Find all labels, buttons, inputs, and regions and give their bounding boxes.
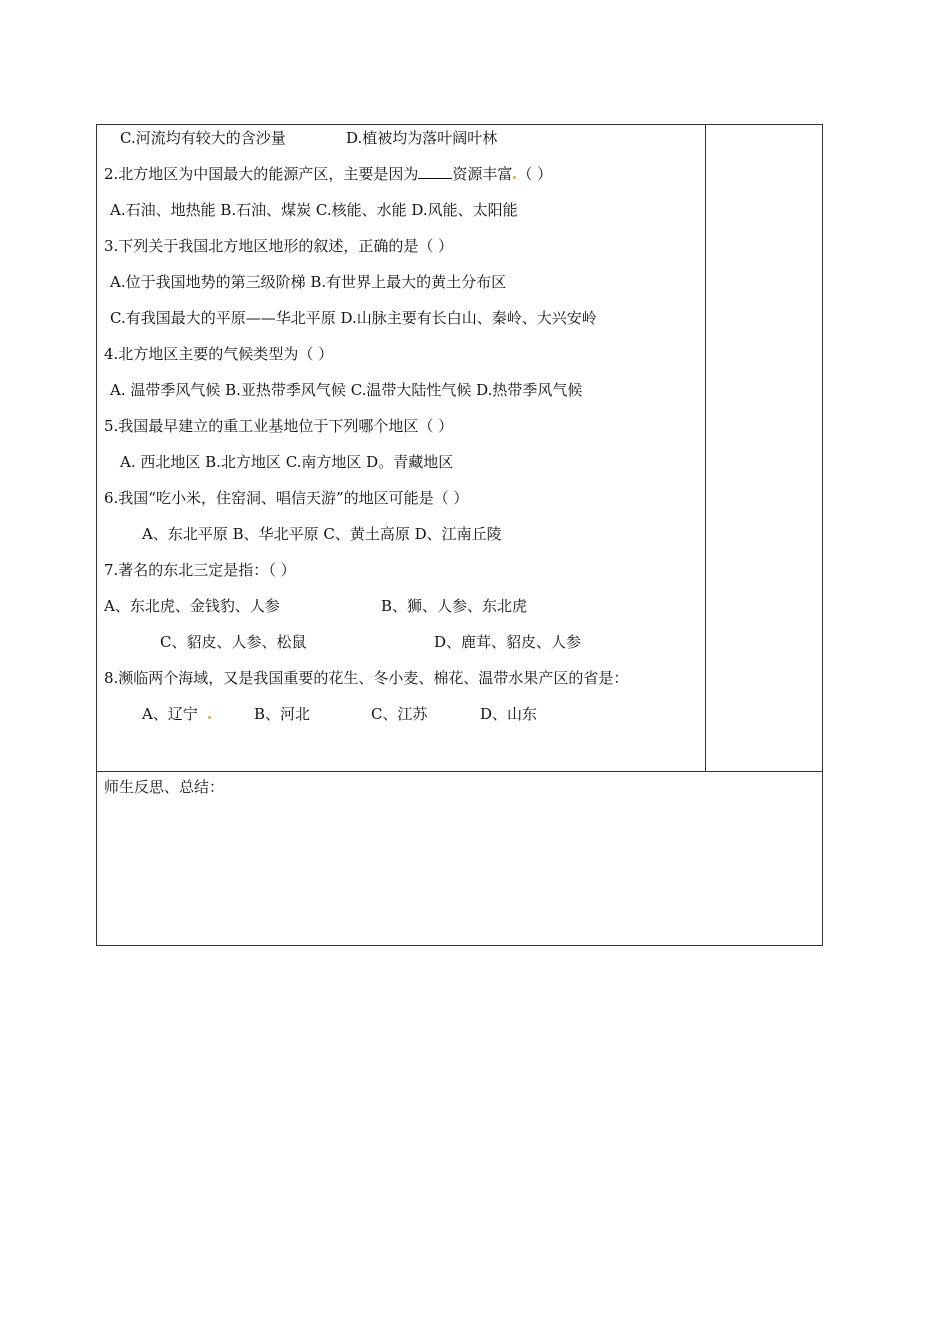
q8-option-c: C、江苏 — [371, 705, 428, 723]
q5-options: A. 西北地区 B.北方地区 C.南方地区 D。青藏地区 — [120, 453, 454, 471]
q5-stem: 5.我国最早建立的重工业基地位于下列哪个地区（ ） — [104, 417, 454, 435]
q8-option-d: D、山东 — [480, 705, 538, 723]
q7-option-c: C、貂皮、人参、松鼠 — [160, 633, 307, 651]
q7-option-a: A、东北虎、金钱豹、人参 — [104, 597, 280, 615]
q2-stem — [104, 164, 552, 184]
q2-stem-pre: 2.北方地区为中国最大的能源产区，主要是因为 — [104, 165, 419, 183]
q2-options: A.石油、地热能 B.石油、煤炭 C.核能、水能 D.风能、太阳能 — [110, 201, 518, 219]
q7-stem: 7.著名的东北三定是指：（ ） — [104, 561, 296, 579]
q2-stem-post: 资源丰富 — [452, 165, 513, 183]
q4-options: A. 温带季风气候 B.亚热带季风气候 C.温带大陆性气候 D.热带季风气候 — [110, 381, 583, 399]
q2-paren: （ ） — [517, 165, 553, 183]
q6-stem: 6.我国“吃小米，住窑洞、唱信天游”的地区可能是（ ） — [104, 489, 469, 507]
q8-option-a — [142, 704, 212, 724]
q8-dot — [208, 716, 211, 719]
q3-stem: 3.下列关于我国北方地区地形的叙述，正确的是（ ） — [104, 237, 454, 255]
q1-option-d: D.植被均为落叶阔叶林 — [346, 129, 498, 147]
q3-options-ab: A.位于我国地势的第三级阶梯 B.有世界上最大的黄土分布区 — [110, 273, 507, 291]
reflection-label: 师生反思、总结： — [104, 778, 225, 796]
q7-option-d: D、鹿茸、貂皮、人参 — [434, 633, 582, 651]
q3-options-cd: C.有我国最大的平原——华北平原 D.山脉主要有长白山、秦岭、大兴安岭 — [110, 309, 597, 327]
reflection-cell — [96, 771, 823, 946]
q1-option-c: C.河流均有较大的含沙量 — [120, 129, 286, 147]
worksheet — [96, 124, 824, 946]
q2-dot — [513, 176, 516, 179]
q7-option-b: B、狮、人参、东北虎 — [381, 597, 528, 615]
q8-stem: 8.濒临两个海域，又是我国重要的花生、冬小麦、棉花、温带水果产区的省是： — [104, 669, 629, 687]
q8-option-b: B、河北 — [254, 705, 311, 723]
column-divider — [705, 124, 706, 772]
q4-stem: 4.北方地区主要的气候类型为（ ） — [104, 345, 334, 363]
q8-option-a-text: A、辽宁 — [142, 705, 198, 723]
q2-blank — [418, 164, 452, 179]
q6-options: A、东北平原 B、华北平原 C、黄土高原 D、江南丘陵 — [142, 525, 502, 543]
